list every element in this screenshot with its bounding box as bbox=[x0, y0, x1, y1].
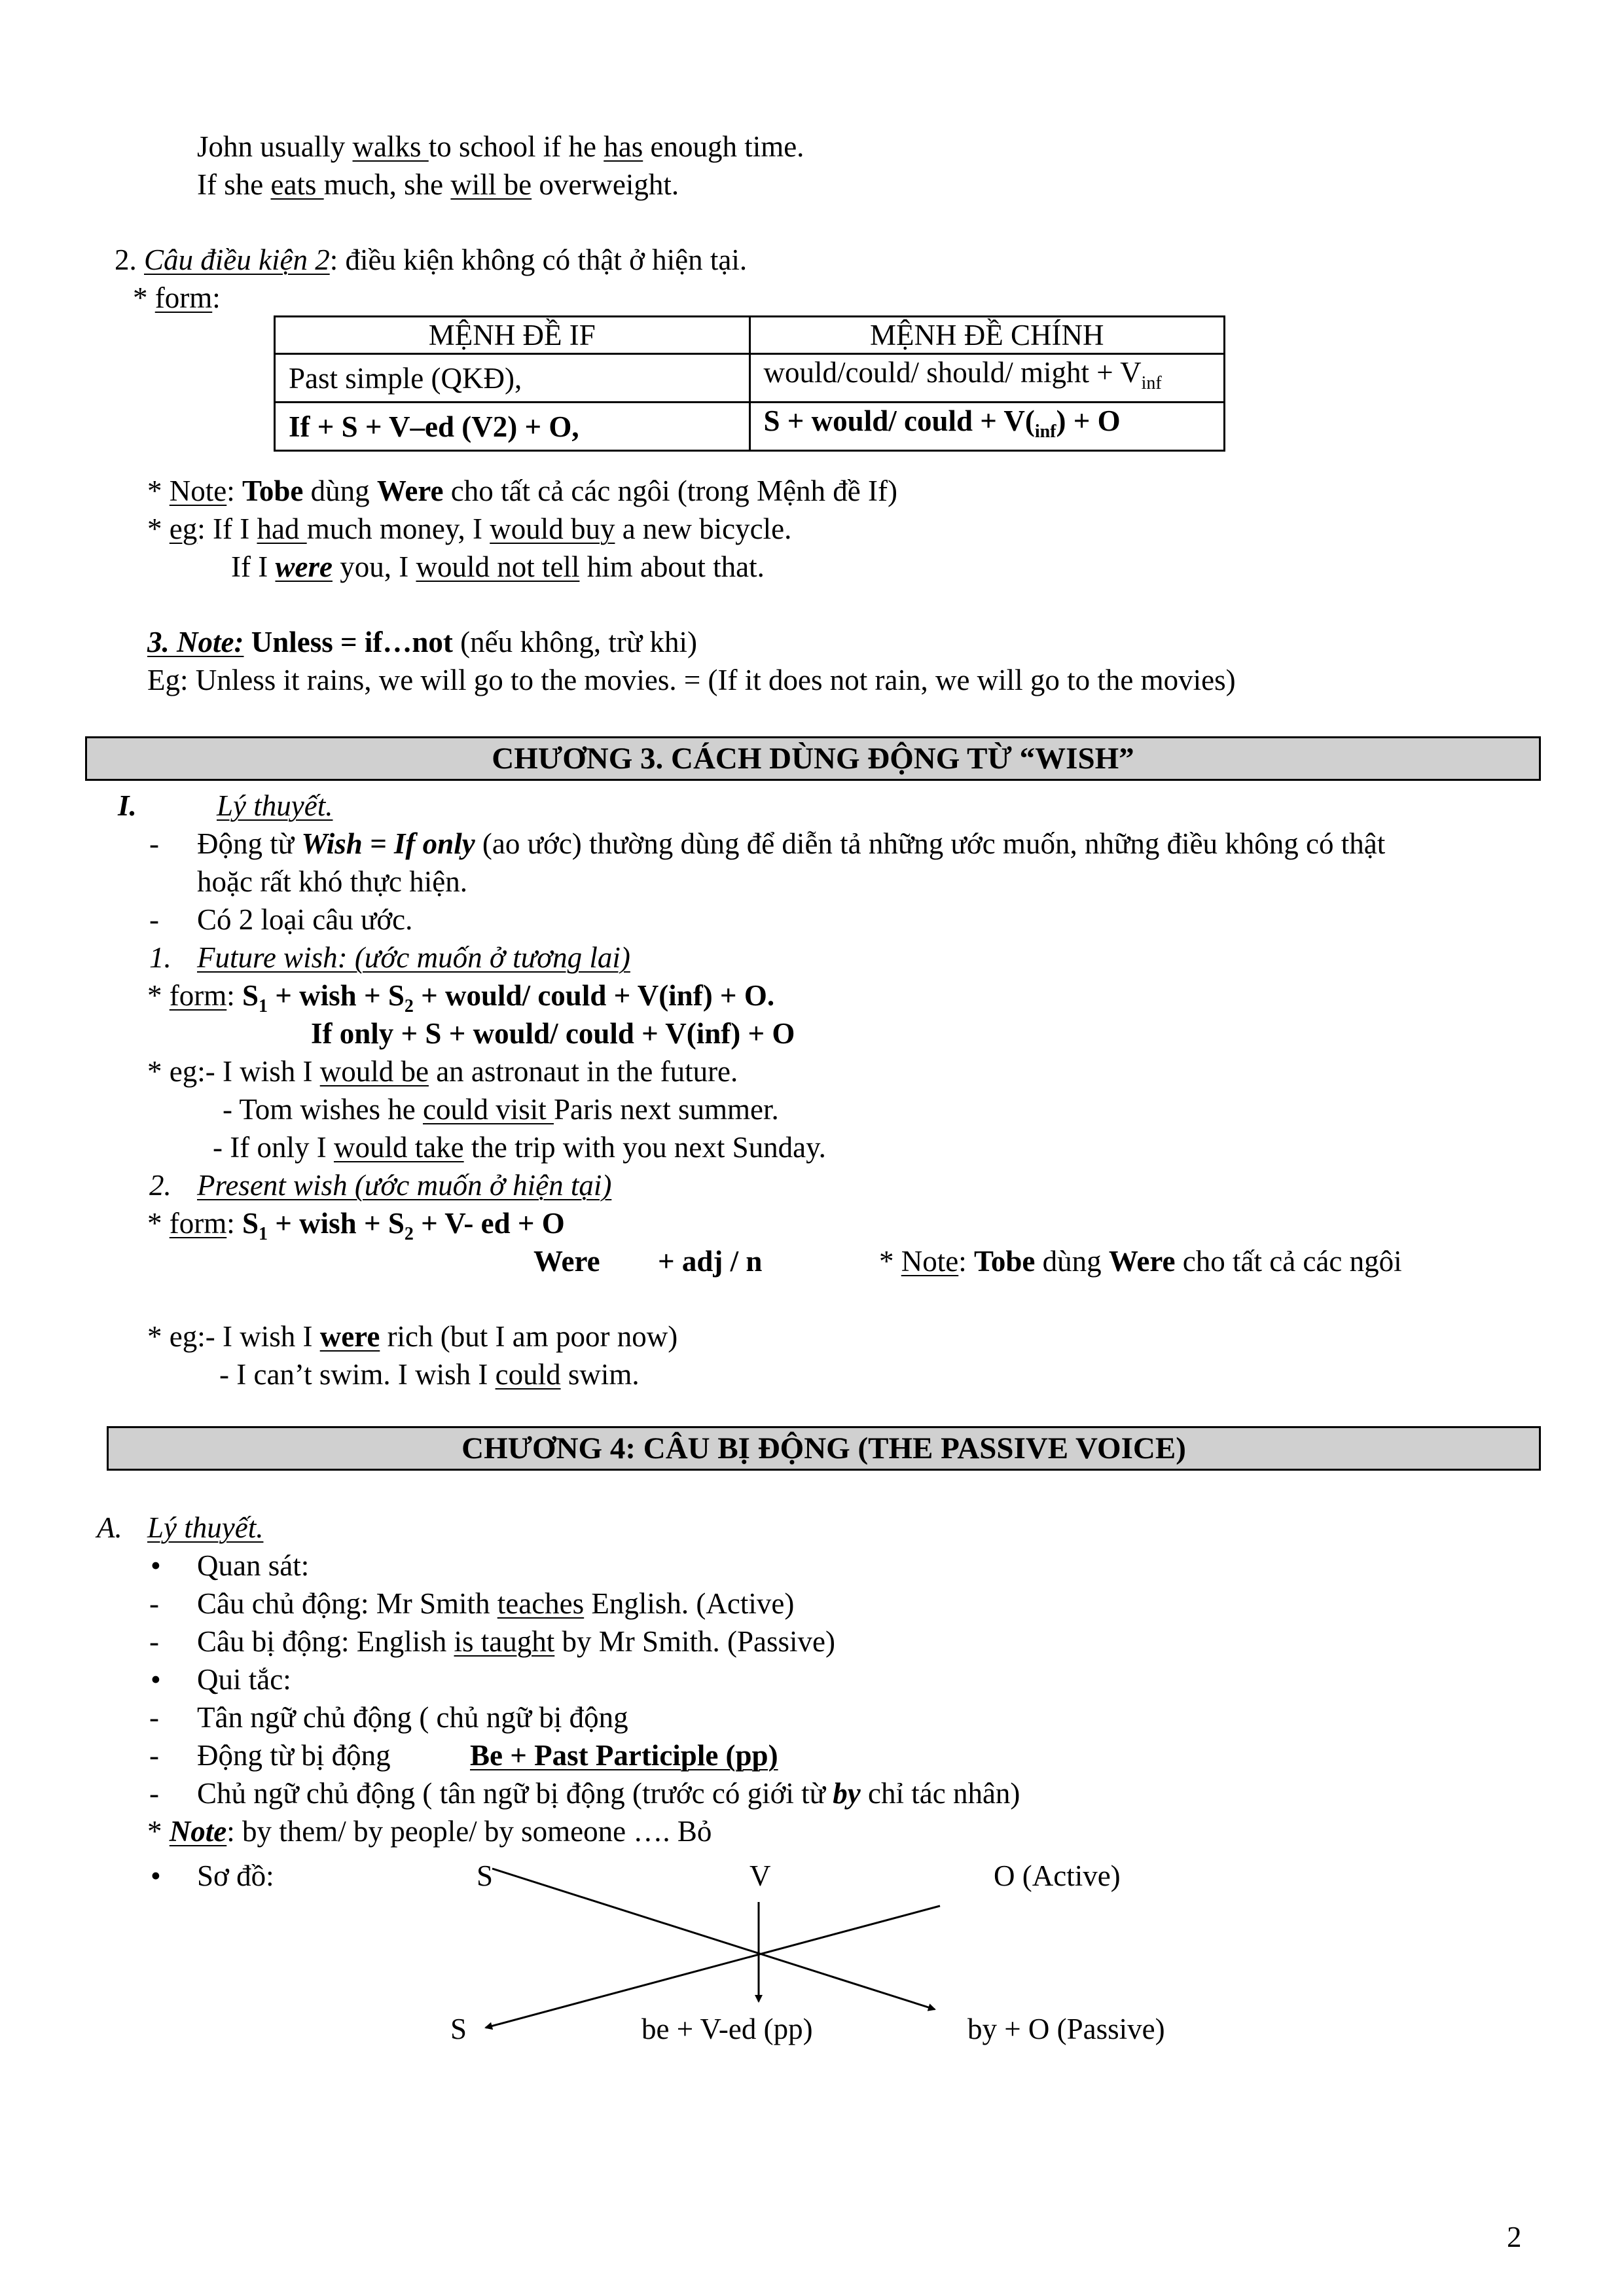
diagram-label: Sơ đồ: bbox=[197, 1859, 274, 1892]
bullet: • bbox=[151, 1663, 161, 1696]
text: * bbox=[147, 475, 170, 507]
text: S + would/ could + V( bbox=[763, 404, 1035, 437]
diagram-be-passive: be + V-ed (pp) bbox=[641, 2013, 813, 2045]
text: * bbox=[133, 281, 155, 314]
verb: walks bbox=[352, 130, 429, 163]
text: If she bbox=[197, 168, 271, 201]
text: : If I bbox=[197, 512, 257, 545]
unless-example: Eg: Unless it rains, we will go to the movies. = (If it does not rain, we will go to the movies) bbox=[147, 664, 1236, 696]
subscript: 2 bbox=[404, 1224, 414, 1244]
text: the trip with you next Sunday. bbox=[463, 1131, 826, 1164]
text: S bbox=[242, 979, 259, 1012]
text: Câu bị động: English bbox=[197, 1625, 454, 1658]
dash: - bbox=[149, 1587, 159, 1620]
text: him about that. bbox=[579, 550, 765, 583]
subscript: inf bbox=[1034, 422, 1056, 442]
page-number: 2 bbox=[1507, 2221, 1522, 2253]
list-number: 1. bbox=[149, 941, 171, 974]
text: Note bbox=[169, 475, 227, 507]
dash: - bbox=[149, 1777, 159, 1810]
table-header: MỆNH ĐỀ CHÍNH bbox=[749, 317, 1225, 354]
table-cell: Past simple (QKĐ), bbox=[275, 354, 750, 403]
verb: eats bbox=[270, 168, 324, 201]
text: + wish + S bbox=[268, 979, 405, 1012]
text: chỉ tác nhân) bbox=[860, 1777, 1020, 1810]
verb: would take bbox=[333, 1131, 464, 1164]
wish-definition-cont: hoặc rất khó thực hiện. bbox=[197, 865, 467, 898]
text: Paris next summer. bbox=[554, 1093, 779, 1126]
text: - If only I bbox=[213, 1131, 334, 1164]
dash: - bbox=[149, 1625, 159, 1658]
verb: will be bbox=[450, 168, 532, 201]
bullet: • bbox=[151, 1549, 161, 1582]
table-cell: If + S + V–ed (V2) + O, bbox=[275, 403, 750, 451]
text: dùng bbox=[303, 475, 377, 507]
future-wish-title: Future wish: (ước muốn ở tương lai) bbox=[197, 941, 630, 974]
rule-object: Tân ngữ chủ động ( chủ ngữ bị động bbox=[197, 1701, 628, 1734]
text: : bbox=[226, 979, 242, 1012]
section-number: A. bbox=[97, 1511, 122, 1544]
text: If I bbox=[231, 550, 276, 583]
text: : bbox=[226, 1207, 242, 1240]
text: ) + O bbox=[1056, 404, 1121, 437]
observe-label: Quan sát: bbox=[197, 1549, 310, 1582]
text: cho tất cả các ngôi bbox=[1175, 1245, 1402, 1278]
text: Were bbox=[376, 475, 444, 507]
arrow-object-to-subject bbox=[486, 1906, 940, 2028]
subscript: 1 bbox=[259, 996, 268, 1016]
text: rich (but I am poor now) bbox=[380, 1320, 678, 1353]
text: Tobe bbox=[974, 1245, 1036, 1278]
text: form bbox=[154, 281, 213, 314]
text: - Tom wishes he bbox=[223, 1093, 423, 1126]
text: * eg:- I wish I bbox=[147, 1055, 320, 1088]
text: John usually bbox=[197, 130, 353, 163]
text: much, she bbox=[323, 168, 451, 201]
text: Chủ ngữ chủ động ( tân ngữ bị động (trước có giới từ bbox=[197, 1777, 833, 1810]
text: Tobe bbox=[242, 475, 304, 507]
verb: is taught bbox=[454, 1625, 555, 1658]
text: an astronaut in the future. bbox=[428, 1055, 738, 1088]
text: Câu chủ động: Mr Smith bbox=[197, 1587, 497, 1620]
diagram-object-active: O (Active) bbox=[994, 1859, 1121, 1892]
present-wish-form-were: Were bbox=[533, 1245, 600, 1278]
text: Wish = If only bbox=[301, 827, 475, 860]
text: Were bbox=[1108, 1245, 1176, 1278]
text: by Mr Smith. (Passive) bbox=[554, 1625, 836, 1658]
text: 3. Note: bbox=[147, 626, 244, 658]
chapter-4-title: CHƯƠNG 4: CÂU BỊ ĐỘNG (THE PASSIVE VOICE) bbox=[107, 1426, 1541, 1471]
dash: - bbox=[149, 1739, 159, 1772]
text: cho tất cả các ngôi (trong Mệnh đề If) bbox=[443, 475, 897, 507]
diagram-subject-active: S bbox=[477, 1859, 494, 1892]
text: + V- ed + O bbox=[413, 1207, 565, 1240]
diagram-subject-passive: S bbox=[450, 2013, 467, 2045]
text: * bbox=[147, 1815, 170, 1848]
present-wish-form-adj: + adj / n bbox=[658, 1245, 763, 1278]
text: Động từ bbox=[197, 827, 302, 860]
dash: - bbox=[149, 1701, 159, 1734]
subscript: inf bbox=[1141, 373, 1162, 393]
text: to school if he bbox=[428, 130, 604, 163]
verb: has bbox=[604, 130, 643, 163]
text: form bbox=[169, 1207, 227, 1240]
text: you, I bbox=[332, 550, 416, 583]
bullet: • bbox=[151, 1859, 161, 1892]
verb: were bbox=[319, 1320, 380, 1353]
text: enough time. bbox=[643, 130, 804, 163]
arrow-subject-to-by bbox=[492, 1869, 935, 2009]
text: swim. bbox=[560, 1358, 640, 1391]
text: * bbox=[147, 1207, 170, 1240]
text: : bbox=[226, 475, 242, 507]
diagram-verb-active: V bbox=[749, 1859, 771, 1892]
text: 2. bbox=[115, 243, 144, 276]
rules-label: Qui tắc: bbox=[197, 1663, 291, 1696]
text: a new bicycle. bbox=[615, 512, 792, 545]
text: would/could/ should/ might + V bbox=[763, 356, 1142, 389]
rule-verb-formula: Be + Past Participle (pp) bbox=[470, 1739, 778, 1772]
verb: were bbox=[275, 550, 333, 583]
text: : điều kiện không có thật ở hiện tại. bbox=[329, 243, 748, 276]
text: eg bbox=[169, 512, 198, 545]
verb: teaches bbox=[497, 1587, 585, 1620]
subscript: 1 bbox=[259, 1224, 268, 1244]
verb: would not tell bbox=[416, 550, 580, 583]
diagram-by-passive: by + O (Passive) bbox=[967, 2013, 1165, 2045]
verb: could visit bbox=[423, 1093, 554, 1126]
verb: had bbox=[257, 512, 307, 545]
section-number: I. bbox=[118, 789, 137, 822]
text: * bbox=[147, 979, 170, 1012]
text: + wish + S bbox=[268, 1207, 405, 1240]
rule-verb-label: Động từ bị động bbox=[197, 1739, 391, 1772]
cond2-title: Câu điều kiện 2 bbox=[144, 243, 330, 276]
text: : by them/ by people/ by someone …. Bỏ bbox=[226, 1815, 712, 1848]
present-wish-title: Present wish (ước muốn ở hiện tại) bbox=[197, 1169, 612, 1202]
text: Unless = if…not bbox=[251, 626, 453, 658]
section-title: Lý thuyết. bbox=[217, 789, 333, 822]
verb: could bbox=[495, 1358, 561, 1391]
table-header: MỆNH ĐỀ IF bbox=[275, 317, 750, 354]
text: * bbox=[879, 1245, 901, 1278]
text: * eg:- I wish I bbox=[147, 1320, 320, 1353]
text: overweight. bbox=[532, 168, 679, 201]
text: Note bbox=[901, 1245, 959, 1278]
text: English. (Active) bbox=[584, 1587, 795, 1620]
list-number: 2. bbox=[149, 1169, 171, 1202]
text: * bbox=[147, 512, 170, 545]
text: form bbox=[169, 979, 227, 1012]
text: much money, I bbox=[306, 512, 490, 545]
text: dùng bbox=[1035, 1245, 1109, 1278]
text: Note bbox=[169, 1815, 227, 1848]
verb: would buy bbox=[490, 512, 615, 545]
text: (ao ước) thường dùng để diễn tả những ước muốn, những điều không có thật bbox=[475, 827, 1386, 860]
wish-types: Có 2 loại câu ước. bbox=[197, 903, 413, 936]
future-wish-form-alt: If only + S + would/ could + V(inf) + O bbox=[311, 1017, 795, 1050]
chapter-3-title: CHƯƠNG 3. CÁCH DÙNG ĐỘNG TỪ “WISH” bbox=[85, 736, 1541, 781]
dash: - bbox=[149, 827, 159, 860]
text: by bbox=[833, 1777, 861, 1810]
subscript: 2 bbox=[404, 996, 414, 1016]
text: : bbox=[958, 1245, 974, 1278]
text: - I can’t swim. I wish I bbox=[219, 1358, 496, 1391]
text: (nếu không, trừ khi) bbox=[452, 626, 697, 658]
verb: would be bbox=[319, 1055, 429, 1088]
text: + would/ could + V(inf) + O. bbox=[413, 979, 775, 1012]
dash: - bbox=[149, 903, 159, 936]
section-title: Lý thuyết. bbox=[147, 1511, 264, 1544]
text: : bbox=[212, 281, 221, 314]
text: S bbox=[242, 1207, 259, 1240]
